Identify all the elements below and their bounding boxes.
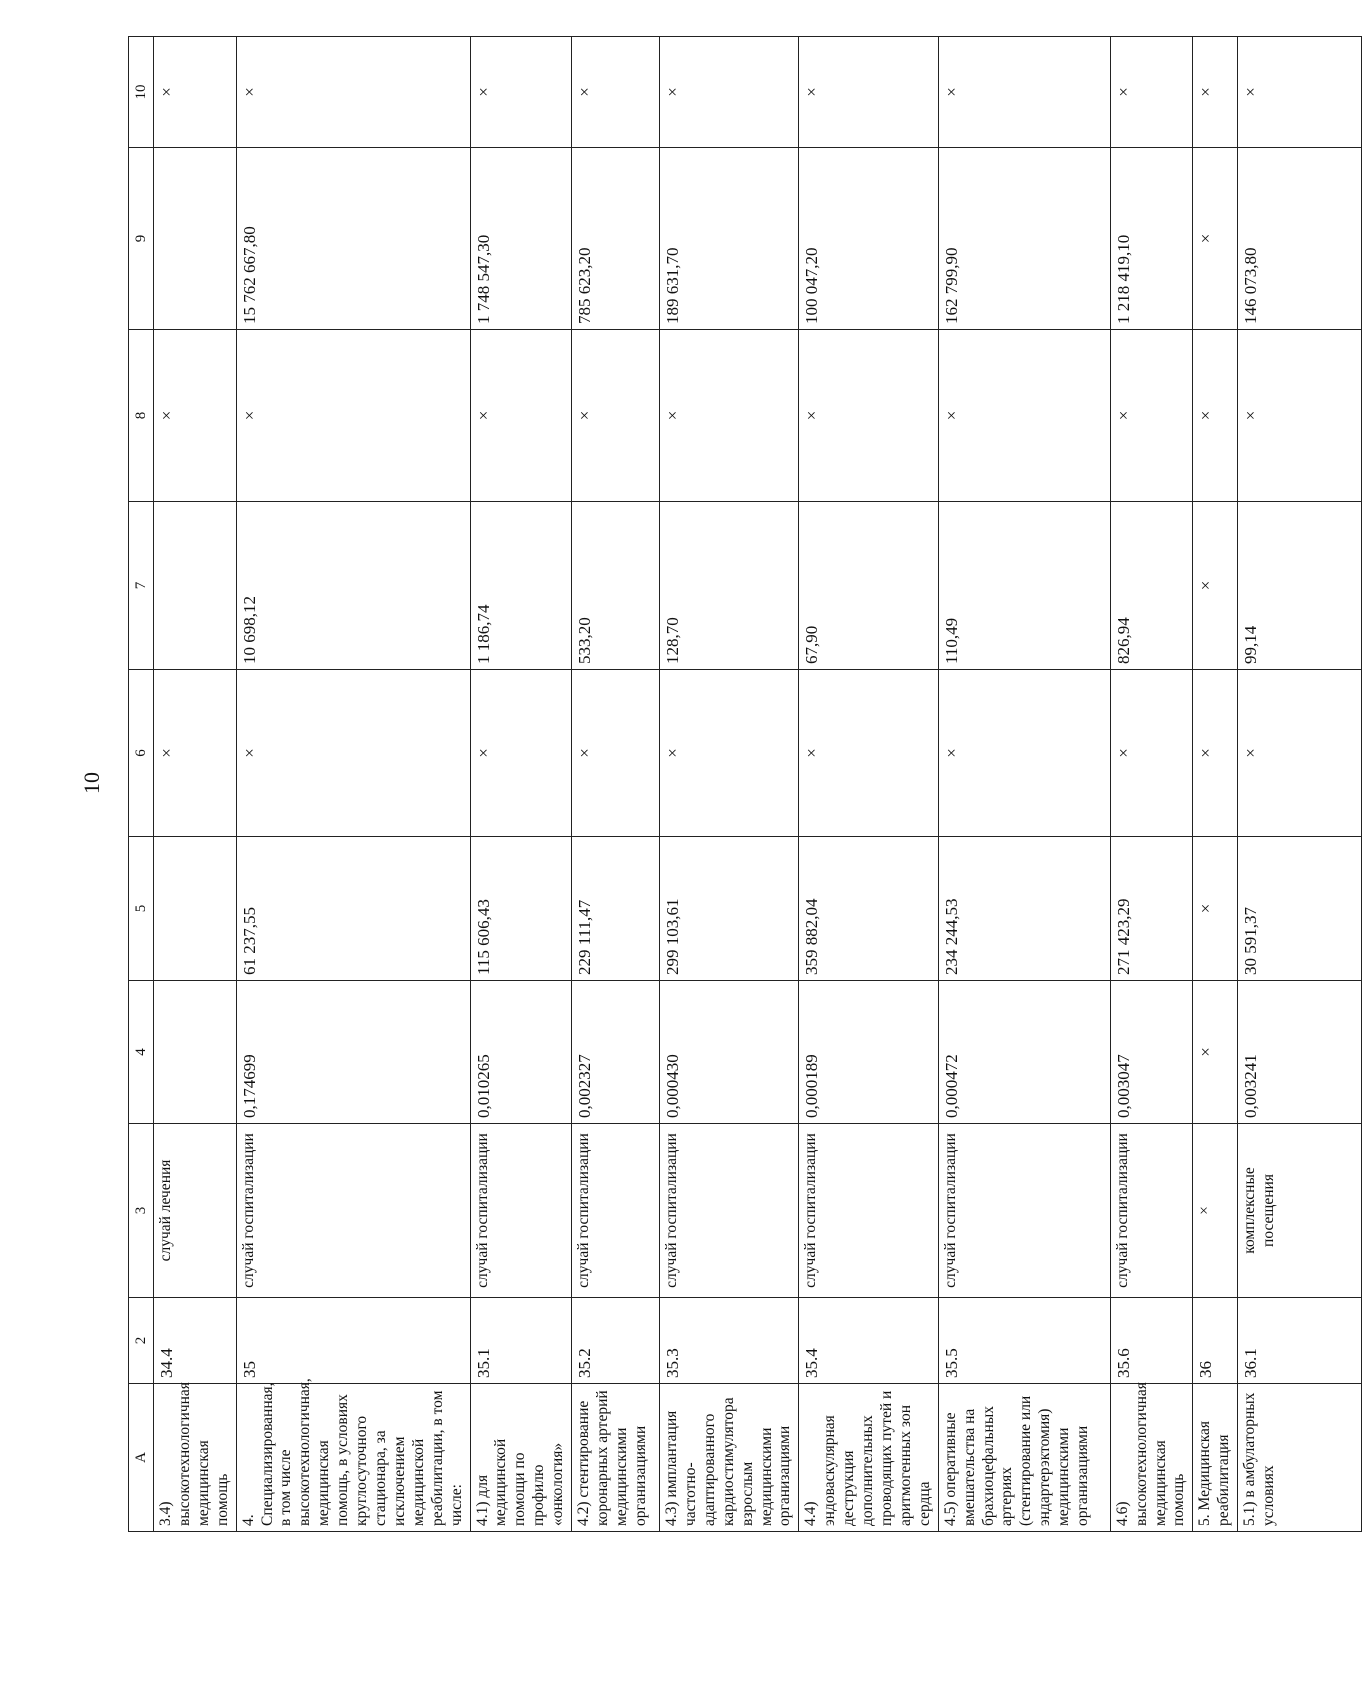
value-cell: 162 799,90 (938, 148, 1110, 330)
value-cell: × (938, 37, 1110, 148)
value-cell: 234 244,53 (938, 837, 1110, 981)
row-code: 34.4 (154, 1298, 237, 1384)
table-row (1193, 37, 1238, 1532)
value-cell: × (1193, 37, 1238, 148)
value-cell: 128,70 (660, 502, 799, 670)
value-cell: 0,010265 (470, 981, 572, 1124)
value-cell (154, 981, 237, 1124)
value-cell: 1 186,74 (470, 502, 572, 670)
value-cell: × (1238, 37, 1362, 148)
value-cell: 1 748 547,30 (470, 148, 572, 330)
value-cell: × (660, 330, 799, 502)
unit-cell: случай госпитализации (1110, 1124, 1193, 1298)
value-cell: × (938, 670, 1110, 837)
row-code: 35.4 (799, 1298, 938, 1384)
unit-cell: случай госпитализации (236, 1124, 470, 1298)
row-label: 4.3) имплантация частотно-адаптированного кардиостимулятора взрослым медицинскими организациями (660, 1384, 799, 1532)
value-cell: × (572, 670, 660, 837)
value-cell: 826,94 (1110, 502, 1193, 670)
value-cell: × (1238, 670, 1362, 837)
value-cell: × (236, 37, 470, 148)
value-cell: 0,000472 (938, 981, 1110, 1124)
value-cell: × (470, 330, 572, 502)
value-cell: 0,000430 (660, 981, 799, 1124)
value-cell: × (799, 37, 938, 148)
budget-table (128, 36, 1362, 1532)
row-label: 5. Медицинская реабилитация (1193, 1384, 1238, 1532)
value-cell: × (1238, 330, 1362, 502)
row-label: 4.5) оперативные вмешательства на брахиоцефальных артериях (стентирование или эндартерэктомия) медицинскими организациями (938, 1384, 1110, 1532)
row-label: 4. Специализированная, в том числе высокотехнологичная, медицинская помощь, в условиях круглосуточного стационара, за исключением медицинской реабилитации, в том числе: (236, 1384, 470, 1532)
row-code: 35.1 (470, 1298, 572, 1384)
value-cell: 0,002327 (572, 981, 660, 1124)
unit-cell: случай госпитализации (938, 1124, 1110, 1298)
value-cell: × (1110, 37, 1193, 148)
table-row (1238, 37, 1362, 1532)
value-cell: × (1193, 981, 1238, 1124)
unit-cell: случай госпитализации (572, 1124, 660, 1298)
value-cell: × (470, 670, 572, 837)
value-cell: × (1193, 148, 1238, 330)
value-cell: × (1193, 837, 1238, 981)
header-cell: 9 (129, 148, 154, 330)
unit-cell: × (1193, 1124, 1238, 1298)
row-code: 35.3 (660, 1298, 799, 1384)
header-cell: 6 (129, 670, 154, 837)
value-cell: × (660, 37, 799, 148)
value-cell: × (236, 670, 470, 837)
row-code: 35 (236, 1298, 470, 1384)
header-cell: 3 (129, 1124, 154, 1298)
value-cell: 533,20 (572, 502, 660, 670)
value-cell: × (1110, 670, 1193, 837)
value-cell: × (572, 37, 660, 148)
value-cell: 115 606,43 (470, 837, 572, 981)
value-cell: 785 623,20 (572, 148, 660, 330)
value-cell: 61 237,55 (236, 837, 470, 981)
unit-cell: комплексные посещения (1238, 1124, 1362, 1298)
header-cell: 10 (129, 37, 154, 148)
page-number: 10 (79, 772, 104, 794)
value-cell: 299 103,61 (660, 837, 799, 981)
header-cell: 4 (129, 981, 154, 1124)
value-cell: × (799, 670, 938, 837)
header-cell: А (129, 1384, 154, 1532)
table-row (470, 37, 572, 1532)
value-cell: 10 698,12 (236, 502, 470, 670)
table-row (799, 37, 938, 1532)
value-cell: 1 218 419,10 (1110, 148, 1193, 330)
value-cell: 30 591,37 (1238, 837, 1362, 981)
value-cell: 110,49 (938, 502, 1110, 670)
row-label: 5.1) в амбулаторных условиях (1238, 1384, 1362, 1532)
value-cell: × (236, 330, 470, 502)
value-cell: 15 762 667,80 (236, 148, 470, 330)
value-cell: 359 882,04 (799, 837, 938, 981)
row-label: 4.2) стентирование коронарных артерий медицинскими организациями (572, 1384, 660, 1532)
value-cell (154, 837, 237, 981)
value-cell: 229 111,47 (572, 837, 660, 981)
value-cell: 271 423,29 (1110, 837, 1193, 981)
value-cell: 99,14 (1238, 502, 1362, 670)
table-row (660, 37, 799, 1532)
row-code: 36 (1193, 1298, 1238, 1384)
value-cell (154, 148, 237, 330)
value-cell: × (154, 670, 237, 837)
row-code: 35.2 (572, 1298, 660, 1384)
unit-cell: случай лечения (154, 1124, 237, 1298)
value-cell: × (660, 670, 799, 837)
row-code: 36.1 (1238, 1298, 1362, 1384)
value-cell: × (1193, 670, 1238, 837)
value-cell: × (154, 37, 237, 148)
table-row (1110, 37, 1193, 1532)
header-cell: 7 (129, 502, 154, 670)
table-row (154, 37, 237, 1532)
header-cell: 8 (129, 330, 154, 502)
row-label: 4.4) эндоваскулярная деструкция дополнительных проводящих путей и аритмогенных зон сердца (799, 1384, 938, 1532)
row-code: 35.5 (938, 1298, 1110, 1384)
value-cell: 146 073,80 (1238, 148, 1362, 330)
unit-cell: случай госпитализации (799, 1124, 938, 1298)
rotated-table-wrapper (128, 37, 1278, 1532)
value-cell: 67,90 (799, 502, 938, 670)
value-cell: 189 631,70 (660, 148, 799, 330)
value-cell: 100 047,20 (799, 148, 938, 330)
value-cell: × (1110, 330, 1193, 502)
row-label: 4.6) высокотехнологичная медицинская помощь (1110, 1384, 1193, 1532)
value-cell: 0,000189 (799, 981, 938, 1124)
table-row (938, 37, 1110, 1532)
value-cell: × (1193, 502, 1238, 670)
row-label: 3.4) высокотехнологичная медицинская помощь (154, 1384, 237, 1532)
value-cell: × (572, 330, 660, 502)
header-row (129, 37, 154, 1532)
value-cell (154, 502, 237, 670)
value-cell: 0,003241 (1238, 981, 1362, 1124)
value-cell: 0,003047 (1110, 981, 1193, 1124)
value-cell: × (154, 330, 237, 502)
header-cell: 5 (129, 837, 154, 981)
value-cell: × (799, 330, 938, 502)
value-cell: × (470, 37, 572, 148)
value-cell: 0,174699 (236, 981, 470, 1124)
unit-cell: случай госпитализации (470, 1124, 572, 1298)
table-row (572, 37, 660, 1532)
row-label: 4.1) для медицинской помощи по профилю «онкология» (470, 1384, 572, 1532)
header-cell: 2 (129, 1298, 154, 1384)
value-cell: × (938, 330, 1110, 502)
value-cell: × (1193, 330, 1238, 502)
row-code: 35.6 (1110, 1298, 1193, 1384)
unit-cell: случай госпитализации (660, 1124, 799, 1298)
table-row (236, 37, 470, 1532)
